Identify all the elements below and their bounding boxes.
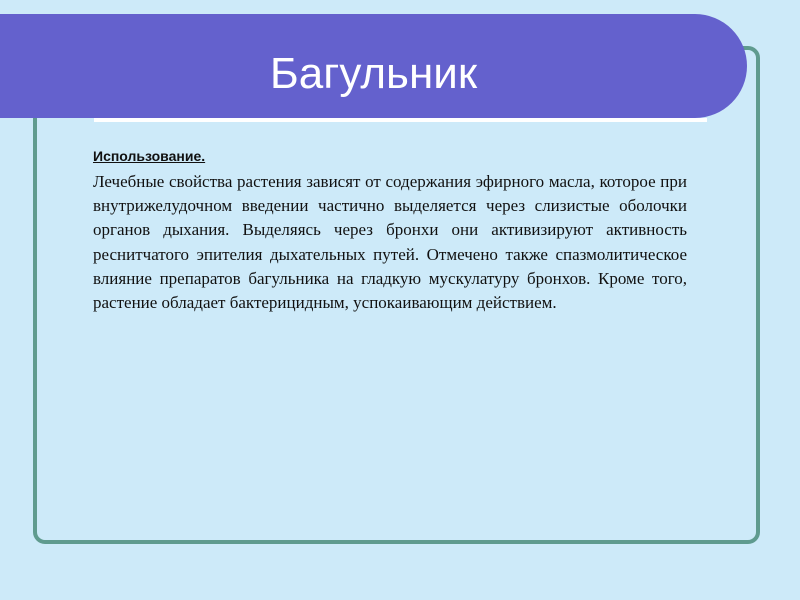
title-underline [94,118,707,122]
section-heading: Использование. [93,148,206,164]
slide-title: Багульник [269,49,478,98]
title-bar [0,14,747,118]
slide-content [93,146,687,315]
body-text: Лечебные свойства растения зависят от содержания эфирного масла, которое при внутрижелудочном введении частично выделяется через слизистые оболочки органов дыхания. Выделяясь через бронхи они активизируют активность реснитчатого эпителия дыхательных путей. Отмечено также спазмолитическое влияние препаратов багульника на гладкую мускулатуру бронхов. Кроме того, растение обладает бактерицидным, успокаивающим действием. [93,172,687,313]
